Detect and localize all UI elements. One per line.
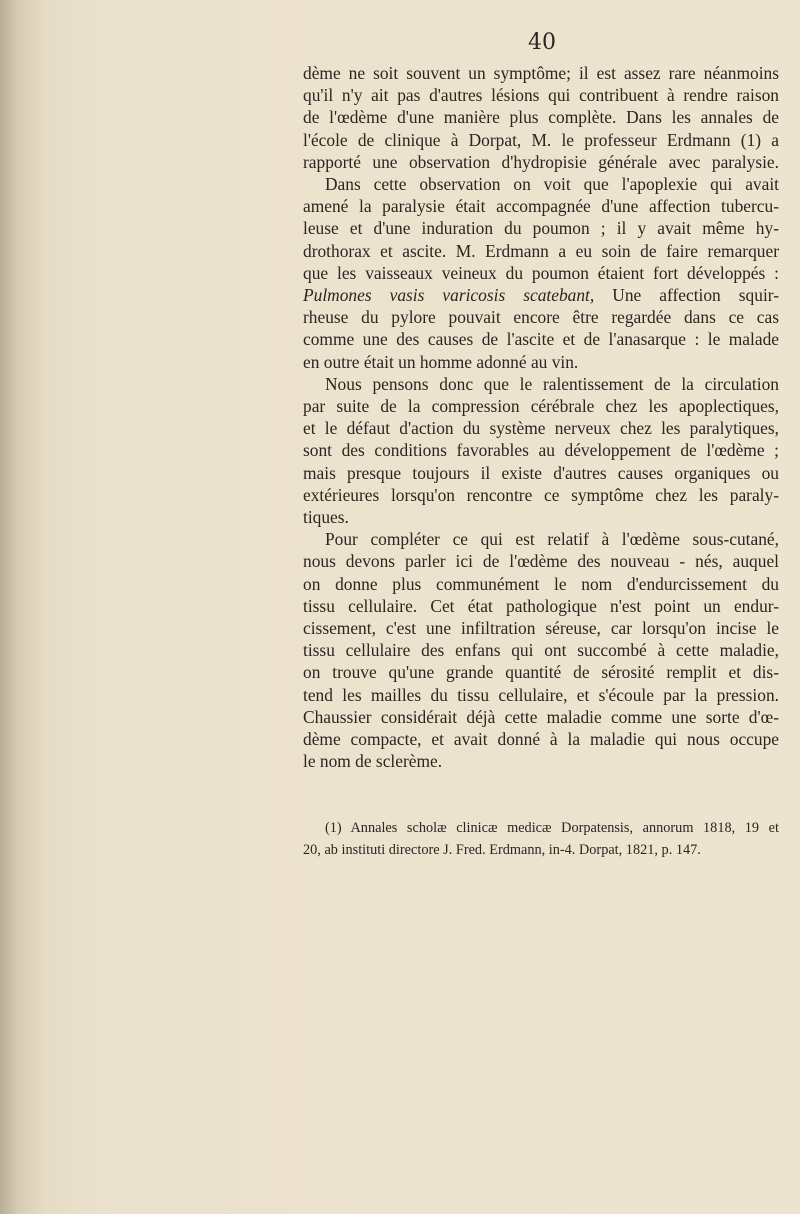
text-line: leuse et d'une induration du poumon ; il y avait même hy- [303, 218, 779, 239]
text-line: on donne plus communément le nom d'endurcissement du [303, 573, 779, 594]
text-line: drothorax et ascite. M. Erdmann a eu soin de faire remarquer [303, 240, 779, 261]
text-line: Chaussier considérait déjà cette maladie comme une sorte d'œ- [303, 706, 779, 727]
text-line: tend les mailles du tissu cellulaire, et s'écoule par la pression. [303, 684, 779, 705]
paragraph-3 [303, 373, 779, 528]
text-line: mais presque toujours il existe d'autres causes organiques ou [303, 462, 779, 483]
text-line: par suite de la compression cérébrale chez les apoplectiques, [303, 396, 779, 417]
text-line: nous devons parler ici de l'œdème des nouveau - nés, auquel [303, 551, 779, 572]
text-line: on trouve qu'une grande quantité de sérosité remplit et dis- [303, 662, 779, 683]
paragraph-4 [303, 528, 779, 772]
text-line: dème ne soit souvent un symptôme; il est assez rare néanmoins [303, 63, 779, 83]
latin-quote: Pulmones vasis varicosis scatebant, [303, 285, 595, 306]
footnote-line: (1) Annales scholæ clinicæ medicæ Dorpatensis, annorum 1818, 19 et [325, 820, 779, 836]
text-line: Dans cette observation on voit que l'apoplexie qui avait [325, 174, 779, 195]
latin-line-rest: Une affection squir- [594, 285, 780, 306]
paragraph-2 [303, 173, 779, 373]
text-line: rapporté une observation d'hydropisie générale avec paralysie. [303, 151, 779, 172]
paragraph-1 [303, 62, 779, 173]
footnote [303, 817, 779, 861]
text-line: cissement, c'est une infiltration séreuse, car lorsqu'on incise le [303, 618, 779, 639]
text-line: dème compacte, et avait donné à la maladie qui nous occupe [303, 729, 779, 750]
text-line: et le défaut d'action du système nerveux chez les paralytiques, [303, 418, 779, 439]
text-line: tiques. [303, 507, 349, 528]
body-text [303, 62, 779, 773]
text-line: amené la paralysie était accompagnée d'une affection tubercu- [303, 196, 779, 217]
text-line: rheuse du pylore pouvait encore être regardée dans ce cas [303, 307, 779, 328]
text-line: Nous pensons donc que le ralentissement de la circulation [325, 373, 779, 394]
text-line: en outre était un homme adonné au vin. [303, 351, 579, 372]
text-line: Pour compléter ce qui est relatif à l'œdème sous-cutané, [325, 529, 779, 550]
latin-quote-line [303, 284, 779, 306]
page-number: 40 [528, 30, 556, 55]
text-line: tissu cellulaire. Cet état pathologique n'est point un endur- [303, 595, 779, 616]
text-line: l'école de clinique à Dorpat, M. le professeur Erdmann (1) a [303, 129, 779, 150]
text-line: sont des conditions favorables au développement de l'œdème ; [303, 440, 779, 461]
text-line: tissu cellulaire des enfans qui ont succombé à cette maladie, [303, 640, 779, 661]
text-line: le nom de sclerème. [303, 751, 443, 772]
text-line: comme une des causes de l'ascite et de l'anasarque : le malade [303, 329, 779, 350]
text-line: extérieures lorsqu'on rencontre ce symptôme chez les paraly- [303, 484, 779, 505]
text-line: de l'œdème d'une manière plus complète. Dans les annales de [303, 107, 779, 128]
footnote-line: 20, ab instituti directore J. Fred. Erdmann, in-4. Dorpat, 1821, p. 147. [303, 842, 701, 858]
text-line: que les vaisseaux veineux du poumon étaient fort développés : [303, 262, 779, 283]
text-line: qu'il n'y ait pas d'autres lésions qui contribuent à rendre raison [303, 85, 779, 106]
